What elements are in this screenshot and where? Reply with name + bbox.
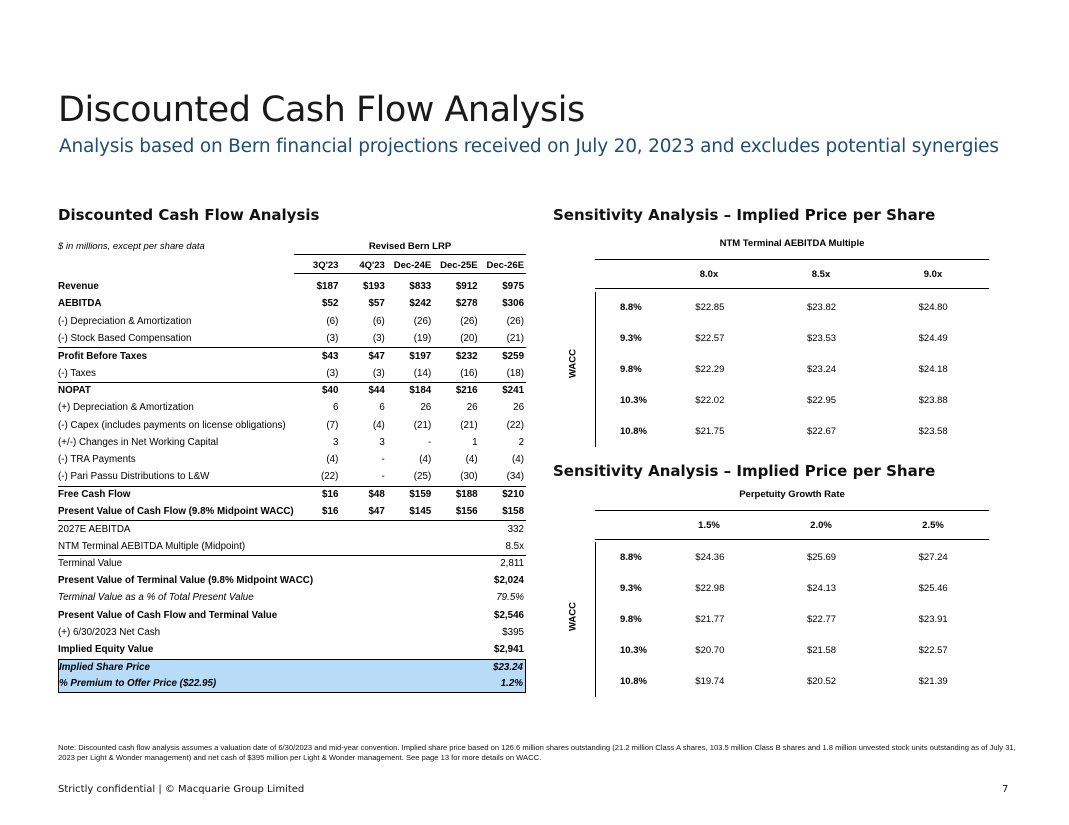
- dcf-summary-value: $2,024: [494, 575, 524, 587]
- dcf-cell: (26): [413, 315, 432, 327]
- dcf-cell: $232: [455, 350, 478, 362]
- dcf-summary-label: Present Value of Cash Flow and Terminal Value: [58, 609, 278, 621]
- dcf-summary-value: 2,811: [500, 558, 524, 570]
- dcf-cell: (4): [419, 454, 432, 466]
- dcf-cell: 6: [332, 402, 339, 414]
- dcf-cell: $158: [502, 506, 525, 517]
- sensitivity-multiple-table: [553, 238, 989, 448]
- dcf-cell: $833: [409, 281, 432, 293]
- sens-row: [596, 666, 989, 697]
- sens-row: [596, 385, 989, 416]
- sens-cell: $21.75: [695, 426, 725, 437]
- dcf-row-label: (-) Stock Based Compensation: [58, 333, 192, 345]
- dcf-units-note: $ in millions, except per share data: [58, 241, 205, 252]
- implied-result-row: [58, 676, 526, 693]
- dcf-summary-row: [58, 520, 526, 537]
- dcf-cell: $57: [368, 298, 385, 310]
- sens-row-label: 9.8%: [620, 364, 642, 375]
- sens-row-label: 10.8%: [620, 426, 647, 437]
- dcf-col-header: Dec-24E: [393, 260, 432, 271]
- dcf-row: [58, 295, 526, 312]
- sens-col-header: 8.0x: [699, 268, 719, 280]
- dcf-summary-row: [58, 555, 526, 572]
- dcf-cell: $145: [409, 506, 432, 517]
- sens-cell: $23.91: [918, 614, 948, 625]
- sensitivity-multiple-body: [595, 292, 989, 447]
- sens-cell: $21.77: [695, 614, 725, 625]
- sens-cell: $22.77: [806, 614, 837, 625]
- sens-cell: $24.18: [918, 364, 948, 375]
- dcf-cell: 26: [513, 402, 525, 414]
- sensitivity-growth-body: [595, 542, 989, 697]
- sens-col-header: 2.5%: [922, 519, 944, 531]
- sens-cell: $24.13: [806, 583, 837, 594]
- dcf-cell: $40: [322, 385, 339, 397]
- dcf-summary-row: [58, 589, 526, 606]
- sens-row: [596, 323, 989, 354]
- sens-cell: $24.49: [918, 333, 948, 344]
- dcf-cell: 1: [472, 436, 478, 448]
- dcf-summary-value: 8.5x: [505, 540, 524, 552]
- sens-cell: $24.36: [695, 552, 725, 563]
- dcf-cell: 2: [518, 436, 525, 448]
- dcf-row: [58, 382, 526, 399]
- sens-cell: $20.52: [806, 676, 837, 687]
- dcf-summary-label: Present Value of Terminal Value (9.8% Midpoint WACC): [58, 575, 314, 587]
- dcf-row: [58, 364, 526, 381]
- dcf-summary-label: NTM Terminal AEBITDA Multiple (Midpoint): [58, 540, 246, 552]
- dcf-summary-value: 1.2%: [500, 678, 523, 690]
- dcf-summary-label: Implied Equity Value: [58, 644, 154, 656]
- dcf-cell: 26: [466, 402, 478, 414]
- dcf-cell: $278: [455, 298, 478, 310]
- sens-cell: $22.57: [695, 333, 725, 344]
- dcf-cell: (21): [506, 333, 525, 345]
- dcf-summary-row: [58, 641, 526, 658]
- dcf-row: [58, 399, 526, 416]
- dcf-cell: $242: [409, 298, 432, 310]
- dcf-summary-label: (+) 6/30/2023 Net Cash: [58, 627, 161, 639]
- dcf-cell: (21): [413, 419, 432, 431]
- dcf-column-headers: [294, 260, 526, 274]
- dcf-cell: $16: [322, 506, 339, 517]
- sens-row: [596, 635, 989, 666]
- dcf-cell: $44: [368, 385, 385, 397]
- dcf-cell: (3): [372, 367, 385, 379]
- sensitivity-growth-columns: [595, 510, 989, 540]
- sens-cell: $23.58: [918, 426, 948, 437]
- dcf-cell: -: [381, 471, 385, 483]
- dcf-cell: $47: [368, 506, 385, 517]
- dcf-cell: $306: [502, 298, 525, 310]
- dcf-summary-value: 332: [507, 523, 524, 535]
- sens-row: [596, 573, 989, 604]
- dcf-cell: (7): [326, 419, 339, 431]
- sens-cell: $22.98: [695, 583, 725, 594]
- dcf-cell: (25): [413, 471, 432, 483]
- dcf-row: [58, 416, 526, 433]
- dcf-row-label: (-) TRA Payments: [58, 454, 136, 466]
- dcf-cell: $197: [409, 350, 432, 362]
- dcf-cell: -: [381, 454, 385, 466]
- dcf-row: [58, 313, 526, 330]
- dcf-row-label: (-) Capex (includes payments on license obligations): [58, 419, 286, 431]
- dcf-row: [58, 468, 526, 485]
- sens-col-header: 8.5x: [811, 268, 831, 280]
- dcf-cell: (20): [460, 333, 478, 345]
- sens-cell: $21.58: [806, 645, 837, 656]
- dcf-cell: 6: [379, 402, 385, 414]
- dcf-cell: 26: [420, 402, 432, 414]
- sensitivity-multiple-columns: [595, 259, 989, 289]
- dcf-cell: (16): [460, 367, 478, 379]
- wacc-axis-label: WACC: [567, 348, 579, 379]
- dcf-cell: $912: [455, 281, 478, 293]
- dcf-summary-label: % Premium to Offer Price ($22.95): [59, 678, 217, 690]
- sens-cell: $22.95: [806, 395, 837, 406]
- sens-row: [596, 292, 989, 323]
- sens-cell: $21.39: [918, 676, 948, 687]
- sens-cell: $22.67: [806, 426, 837, 437]
- sens-row-label: 10.8%: [620, 676, 647, 687]
- sens-cell: $20.70: [695, 645, 725, 656]
- sens-cell: $27.24: [918, 552, 948, 563]
- sens-cell: $22.57: [918, 645, 948, 656]
- dcf-rows: [58, 278, 526, 693]
- dcf-cell: (4): [326, 454, 339, 466]
- dcf-row: [58, 486, 526, 503]
- dcf-cell: (3): [326, 333, 339, 345]
- sens-row: [596, 354, 989, 385]
- dcf-row-label: AEBITDA: [58, 298, 102, 310]
- dcf-summary-row: [58, 572, 526, 589]
- sens-cell: $22.85: [695, 302, 725, 313]
- dcf-summary-value: $395: [502, 627, 524, 639]
- dcf-row-label: Free Cash Flow: [58, 489, 131, 501]
- dcf-row-label: (-) Taxes: [58, 367, 96, 379]
- page-title: Discounted Cash Flow Analysis: [58, 90, 585, 130]
- dcf-cell: $159: [409, 489, 432, 501]
- dcf-summary-value: $23.24: [493, 662, 523, 674]
- dcf-summary-label: Implied Share Price: [59, 662, 150, 674]
- dcf-cell: $188: [455, 489, 478, 501]
- dcf-row-label: (-) Depreciation & Amortization: [58, 315, 192, 327]
- sens-row-label: 10.3%: [620, 645, 647, 656]
- sens-col-header: 1.5%: [698, 519, 720, 531]
- dcf-cell: $216: [455, 385, 478, 397]
- dcf-row: [58, 278, 526, 295]
- dcf-cell: $43: [322, 350, 339, 362]
- dcf-summary-label: 2027E AEBITDA: [58, 523, 131, 535]
- dcf-cell: (19): [413, 333, 432, 345]
- sens-row-label: 8.8%: [620, 552, 642, 563]
- dcf-row-label: Present Value of Cash Flow (9.8% Midpoint WACC): [58, 506, 294, 517]
- footer-text: Strictly confidential | © Macquarie Group Limited: [58, 784, 305, 795]
- wacc-axis-label: WACC: [567, 601, 579, 632]
- sens-cell: $19.74: [695, 676, 725, 687]
- page-subtitle: Analysis based on Bern financial projections received on July 20, 2023 and excludes potential synergies: [59, 136, 999, 157]
- sens-row-label: 10.3%: [620, 395, 647, 406]
- dcf-cell: (21): [460, 419, 478, 431]
- dcf-cell: $47: [368, 350, 385, 362]
- sensitivity-growth-header: Perpetuity Growth Rate: [739, 489, 845, 500]
- sens-row-label: 9.8%: [620, 614, 642, 625]
- dcf-cell: $184: [409, 385, 432, 397]
- dcf-cell: (3): [326, 367, 339, 379]
- dcf-cell: (18): [506, 367, 525, 379]
- dcf-summary-label: Terminal Value as a % of Total Present Value: [58, 592, 254, 604]
- dcf-cell: $193: [363, 281, 385, 293]
- dcf-cell: (26): [460, 315, 478, 327]
- dcf-summary-row: [58, 624, 526, 641]
- dcf-cell: $975: [502, 281, 525, 293]
- dcf-cell: (22): [506, 419, 525, 431]
- sens-cell: $23.82: [806, 302, 837, 313]
- dcf-cell: 3: [332, 436, 339, 448]
- dcf-summary-label: Terminal Value: [58, 558, 123, 570]
- dcf-row: [58, 330, 526, 347]
- implied-result-row: [58, 659, 526, 676]
- sens-row-label: 8.8%: [620, 302, 642, 313]
- sens-row-label: 9.3%: [620, 333, 642, 344]
- dcf-row: [58, 434, 526, 451]
- dcf-col-header: Dec-26E: [486, 260, 525, 271]
- dcf-cell: (6): [372, 315, 385, 327]
- sens-row: [596, 604, 989, 635]
- dcf-summary-row: [58, 537, 526, 554]
- dcf-cell: $156: [455, 506, 478, 517]
- sens-cell: $22.02: [695, 395, 725, 406]
- sens-cell: $25.69: [806, 552, 837, 563]
- dcf-cell: (6): [326, 315, 339, 327]
- sens-col-header: 2.0%: [810, 519, 832, 531]
- sensitivity-multiple-title: Sensitivity Analysis – Implied Price per Share: [553, 206, 936, 224]
- dcf-row-label: (+/-) Changes in Net Working Capital: [58, 436, 219, 448]
- sens-row: [596, 542, 989, 573]
- sensitivity-growth-table: [553, 489, 989, 699]
- dcf-row: [58, 503, 526, 520]
- dcf-cell: (3): [372, 333, 385, 345]
- sensitivity-multiple-header: NTM Terminal AEBITDA Multiple: [719, 238, 865, 249]
- dcf-group-header: Revised Bern LRP: [294, 241, 526, 255]
- sens-col-header: 9.0x: [923, 268, 943, 280]
- dcf-cell: $241: [502, 385, 525, 397]
- dcf-cell: $16: [322, 489, 339, 501]
- dcf-cell: (14): [413, 367, 432, 379]
- dcf-summary-value: $2,546: [494, 609, 524, 621]
- dcf-cell: $210: [502, 489, 525, 501]
- dcf-col-header: 3Q'23: [312, 260, 339, 271]
- dcf-section-title: Discounted Cash Flow Analysis: [58, 206, 320, 224]
- dcf-cell: (4): [512, 454, 525, 466]
- dcf-cell: $259: [502, 350, 525, 362]
- dcf-col-header: Dec-25E: [440, 260, 478, 271]
- sens-cell: $23.24: [806, 364, 837, 375]
- sens-cell: $23.53: [806, 333, 837, 344]
- dcf-row-label: Revenue: [58, 281, 99, 293]
- page-number: 7: [1002, 784, 1009, 795]
- dcf-cell: -: [427, 436, 432, 448]
- sensitivity-growth-title: Sensitivity Analysis – Implied Price per Share: [553, 462, 936, 480]
- footnote: Note: Discounted cash flow analysis assumes a valuation date of 6/30/2023 and mid-year convention. Implied share price based on 126.6 million shares outstanding (21.2 million Class A shares, 103.5 million Class B shares and 1.8 million unvested stock units outstanding as of July 31, 2023 per Light & Wonder management) and net cash of $395 million per Light & Wonder management. See page 13 for more details on WACC.: [58, 743, 1016, 762]
- dcf-row-label: NOPAT: [58, 385, 91, 397]
- dcf-summary-row: [58, 607, 526, 624]
- dcf-row-label: Profit Before Taxes: [58, 350, 148, 362]
- dcf-cell: 3: [379, 436, 385, 448]
- dcf-cell: $187: [316, 281, 339, 293]
- dcf-row-label: (+) Depreciation & Amortization: [58, 402, 194, 414]
- dcf-cell: (22): [320, 471, 339, 483]
- dcf-cell: $48: [368, 489, 385, 501]
- dcf-row: [58, 451, 526, 468]
- sens-row-label: 9.3%: [620, 583, 642, 594]
- sens-row: [596, 416, 989, 447]
- dcf-cell: (34): [506, 471, 525, 483]
- sens-cell: $23.88: [918, 395, 948, 406]
- dcf-summary-value: 79.5%: [496, 592, 524, 604]
- dcf-summary-value: $2,941: [494, 644, 524, 656]
- sens-cell: $25.46: [918, 583, 948, 594]
- dcf-cell: $52: [322, 298, 339, 310]
- dcf-cell: (26): [506, 315, 525, 327]
- sens-cell: $24.80: [918, 302, 948, 313]
- dcf-cell: (30): [460, 471, 478, 483]
- dcf-col-header: 4Q'23: [359, 260, 385, 271]
- dcf-cell: (4): [372, 419, 385, 431]
- sens-cell: $22.29: [695, 364, 725, 375]
- dcf-cell: (4): [465, 454, 478, 466]
- dcf-row-label: (-) Pari Passu Distributions to L&W: [58, 471, 210, 483]
- dcf-row: [58, 347, 526, 364]
